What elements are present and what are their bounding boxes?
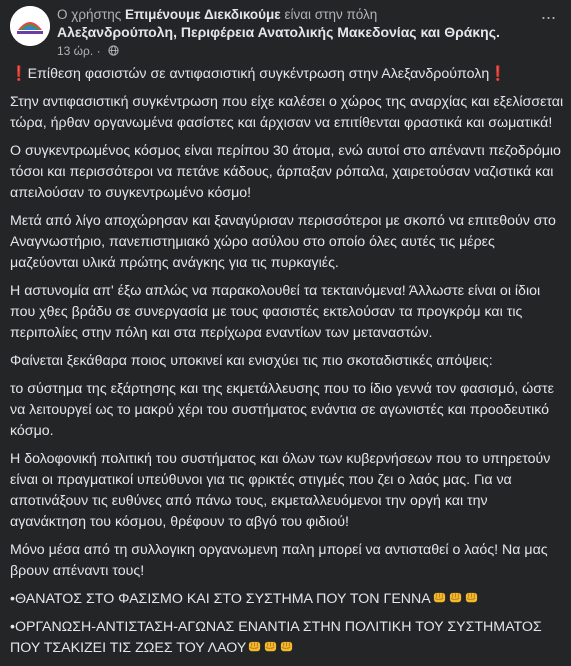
post-header [10,6,561,58]
location-prefix: είναι στην πόλη [284,7,378,22]
post-paragraph: Φαίνεται ξεκάθαρα ποιος υποκινεί και ενισχύει τις πιο σκοταδιστικές απόψεις: [10,353,493,369]
exclamation-icon: ❗ [489,66,507,82]
post-time[interactable]: 13 ώρ. [57,44,94,58]
post-paragraph: Η δολοφονική πολιτική του συστήματος και όλων των κυβερνήσεων που το υπηρετούν είναι οι πραγματικοί υπεύθυνοι για τις φρικτές στιγμές που ζει ο λαός μας. Για να αποτινάξουν τις ευθύνες από πάνω τους, εκμεταλλευόμενοι την οργή και την αγανάκτηση του κόσμου, θρέφουν το αβγό του φιδιού! [10,451,551,530]
post-paragraph: Μετά από λίγο αποχώρησαν και ξαναγύρισαν περισσότεροι με σκοπό να επιτεθούν στο Αναγνωστήριο, πανεπιστημιακό χώρο ασύλου στο οποίο όλες αυτές τις μέρες μαζεύονται υλικά πρώτης ανάγκης για τις πυρκαγιές. [10,213,556,271]
fist-emoji-group [431,591,479,607]
post-paragraph: το σύστημα της εξάρτησης και της εκμετάλλευσης που το ίδιο γεννά τον φασισμό, ώστε να λειτουργεί ως το μακρύ χέρι του συστήματος ενάντια σε αγωνιστές και προοδευτικό κόσμο. [10,381,554,439]
raised-fist-icon [448,590,463,605]
more-options-icon[interactable]: ··· [540,7,556,27]
raised-fist-icon [464,590,479,605]
author-prefix: Ο χρήστης [57,7,122,22]
raised-fist-icon [263,639,278,654]
post-paragraph: Ο συγκεντρωμένος κόσμος είναι περίπου 30 άτομα, ενώ αυτοί στο απέναντι πεζοδρόμιο τόσοι και περισσότεροι να πετάνε κάδους, άρπαξαν ρόπαλα, χαιρετούσαν ναζιστικά και απειλούσαν το συγκεντρωμένο κόσμο! [10,143,561,201]
post-meta: 13 ώρ. · [57,43,119,59]
slogan [10,589,566,610]
slogan-text: •ΘΑΝΑΤΟΣ ΣΤΟ ΦΑΣΙΣΜΟ ΚΑΙ ΣΤΟ ΣΥΣΤΗΜΑ ΠΟΥ ΤΟΝ ΓΕΝΝΑ [10,591,431,607]
fist-emoji-group [246,640,294,656]
raised-fist-icon [279,639,294,654]
post-paragraph: Στην αντιφασιστική συγκέντρωση που είχε καλέσει ο χώρος της αναρχίας και εξελίσσεται τώρα, ήρθαν οργανωμένα φασίστες και άρχισαν να επιτίθενται φραστικά και σωματικά! [10,94,564,131]
location-link[interactable]: Αλεξανδρούπολη, Περιφέρεια Ανατολικής Μακεδονίας και Θράκης. [57,24,500,40]
post-title-text: Επίθεση φασιστών σε αντιφασιστική συγκέντρωση στην Αλεξανδρούπολη [27,66,490,82]
raised-fist-icon [432,590,447,605]
slogan [10,617,566,659]
exclamation-icon: ❗ [10,66,28,82]
author-line [57,6,531,24]
post-body [10,64,566,666]
post-title [10,64,566,85]
avatar[interactable] [10,6,50,46]
raised-fist-icon [247,639,262,654]
logo-icon [10,6,50,46]
author-name[interactable]: Επιμένουμε Διεκδικούμε [124,7,281,22]
slogan-text: •ΟΡΓΑΝΩΣΗ-ΑΝΤΙΣΤΑΣΗ-ΑΓΩΝΑΣ ΕΝΑΝΤΙΑ ΣΤΗΝ ΠΟΛΙΤΙΚΗ ΤΟΥ ΣΥΣΤΗΜΑΤΟΣ ΠΟΥ ΤΣΑΚΙΖΕΙ ΤΙΣ ΖΩΕΣ ΤΟΥ ΛΑΟΥ [10,619,542,656]
post-paragraph: Η αστυνομία απ' έξω απλώς να παρακολουθεί τα τεκταινόμενα! Άλλωστε είναι οι ίδιοι που χθες βράδυ σε συνεργασία με τους φασιστές εκτελούσαν τα προγκρόμ και τις περιπολίες στην πόλη και στα περίχωρα εναντίων των μεταναστών. [10,283,541,341]
globe-icon [108,45,119,56]
post-paragraph: Μόνο μέσα από τη συλλογικη οργανωμενη παλη μπορεί να αντισταθεί ο λαός! Να μας βρουν απέναντι τους! [10,542,548,579]
